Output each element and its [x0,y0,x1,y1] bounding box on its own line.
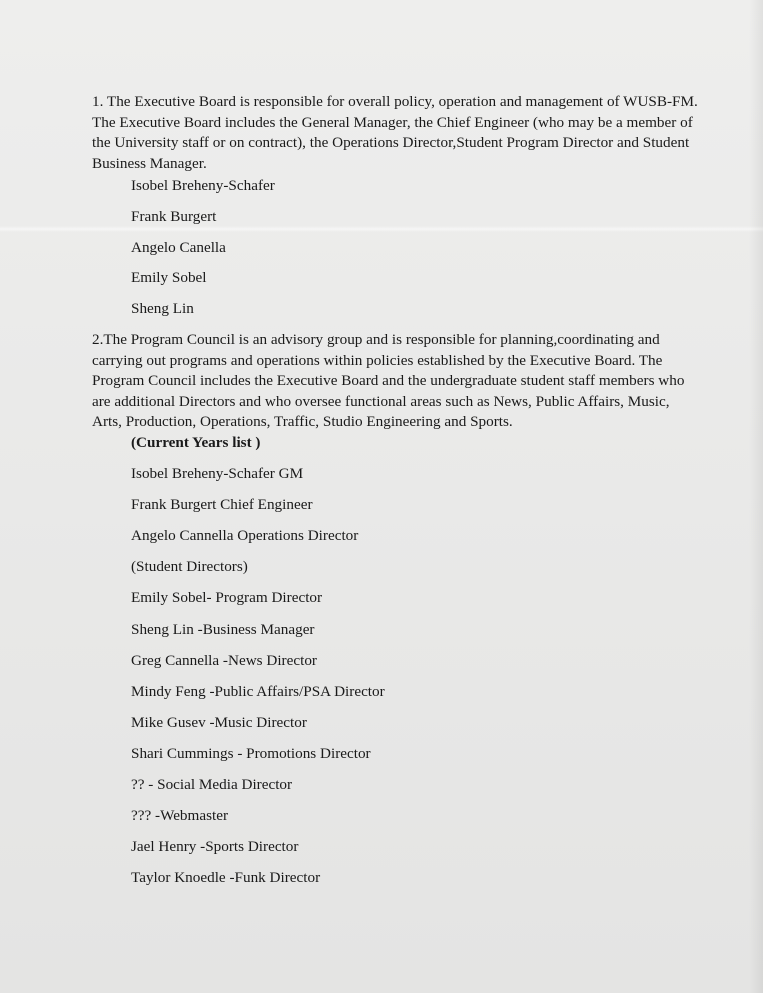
program-council-list [131,434,385,900]
list-item: Sheng Lin [131,300,194,318]
executive-board-list [131,177,275,331]
program-council-paragraph: 2.The Program Council is an advisory group and is responsible for planning,coordinating and carrying out programs and operations within policies established by the Executive Board. The Program Council includes the Executive Board and the undergraduate student staff members who are additional Directors and who oversee functional areas such as News, Public Affairs, Music, Arts, Production, Operations, Traffic, Studio Engineering and Sports. [92,331,685,430]
list-item: Frank Burgert [131,207,217,225]
list-item: Angelo Cannella Operations Director [131,527,359,545]
list-item: Sheng Lin -Business Manager [131,620,315,638]
list-item: Emily Sobel [131,269,207,287]
list-item: Greg Cannella -News Director [131,651,317,669]
list-item: ??? -Webmaster [131,807,229,825]
list-heading: (Current Years list ) [131,434,261,451]
list-item: Mindy Feng -Public Affairs/PSA Director [131,682,385,700]
list-item: Jael Henry -Sports Director [131,838,299,856]
list-item: (Student Directors) [131,558,248,576]
list-item: Taylor Knoedle -Funk Director [131,869,321,887]
list-item: Shari Cummings - Promotions Director [131,744,371,762]
executive-board-paragraph: 1. The Executive Board is responsible for overall policy, operation and management of WUSB-FM. The Executive Board includes the General Manager, the Chief Engineer (who may be a member of the University staff or on contract), the Operations Director,Student Program Director and Student Business Manager. [92,93,698,172]
list-item: Angelo Canella [131,238,226,256]
page-edge-shadow [749,0,763,993]
list-item: Frank Burgert Chief Engineer [131,496,313,514]
list-item: Isobel Breheny-Schafer GM [131,465,304,483]
list-item: ?? - Social Media Director [131,776,293,794]
list-item: Emily Sobel- Program Director [131,589,323,607]
list-item: Isobel Breheny-Schafer [131,177,275,194]
list-item: Mike Gusev -Music Director [131,713,307,731]
paper-fold-line [0,226,763,232]
